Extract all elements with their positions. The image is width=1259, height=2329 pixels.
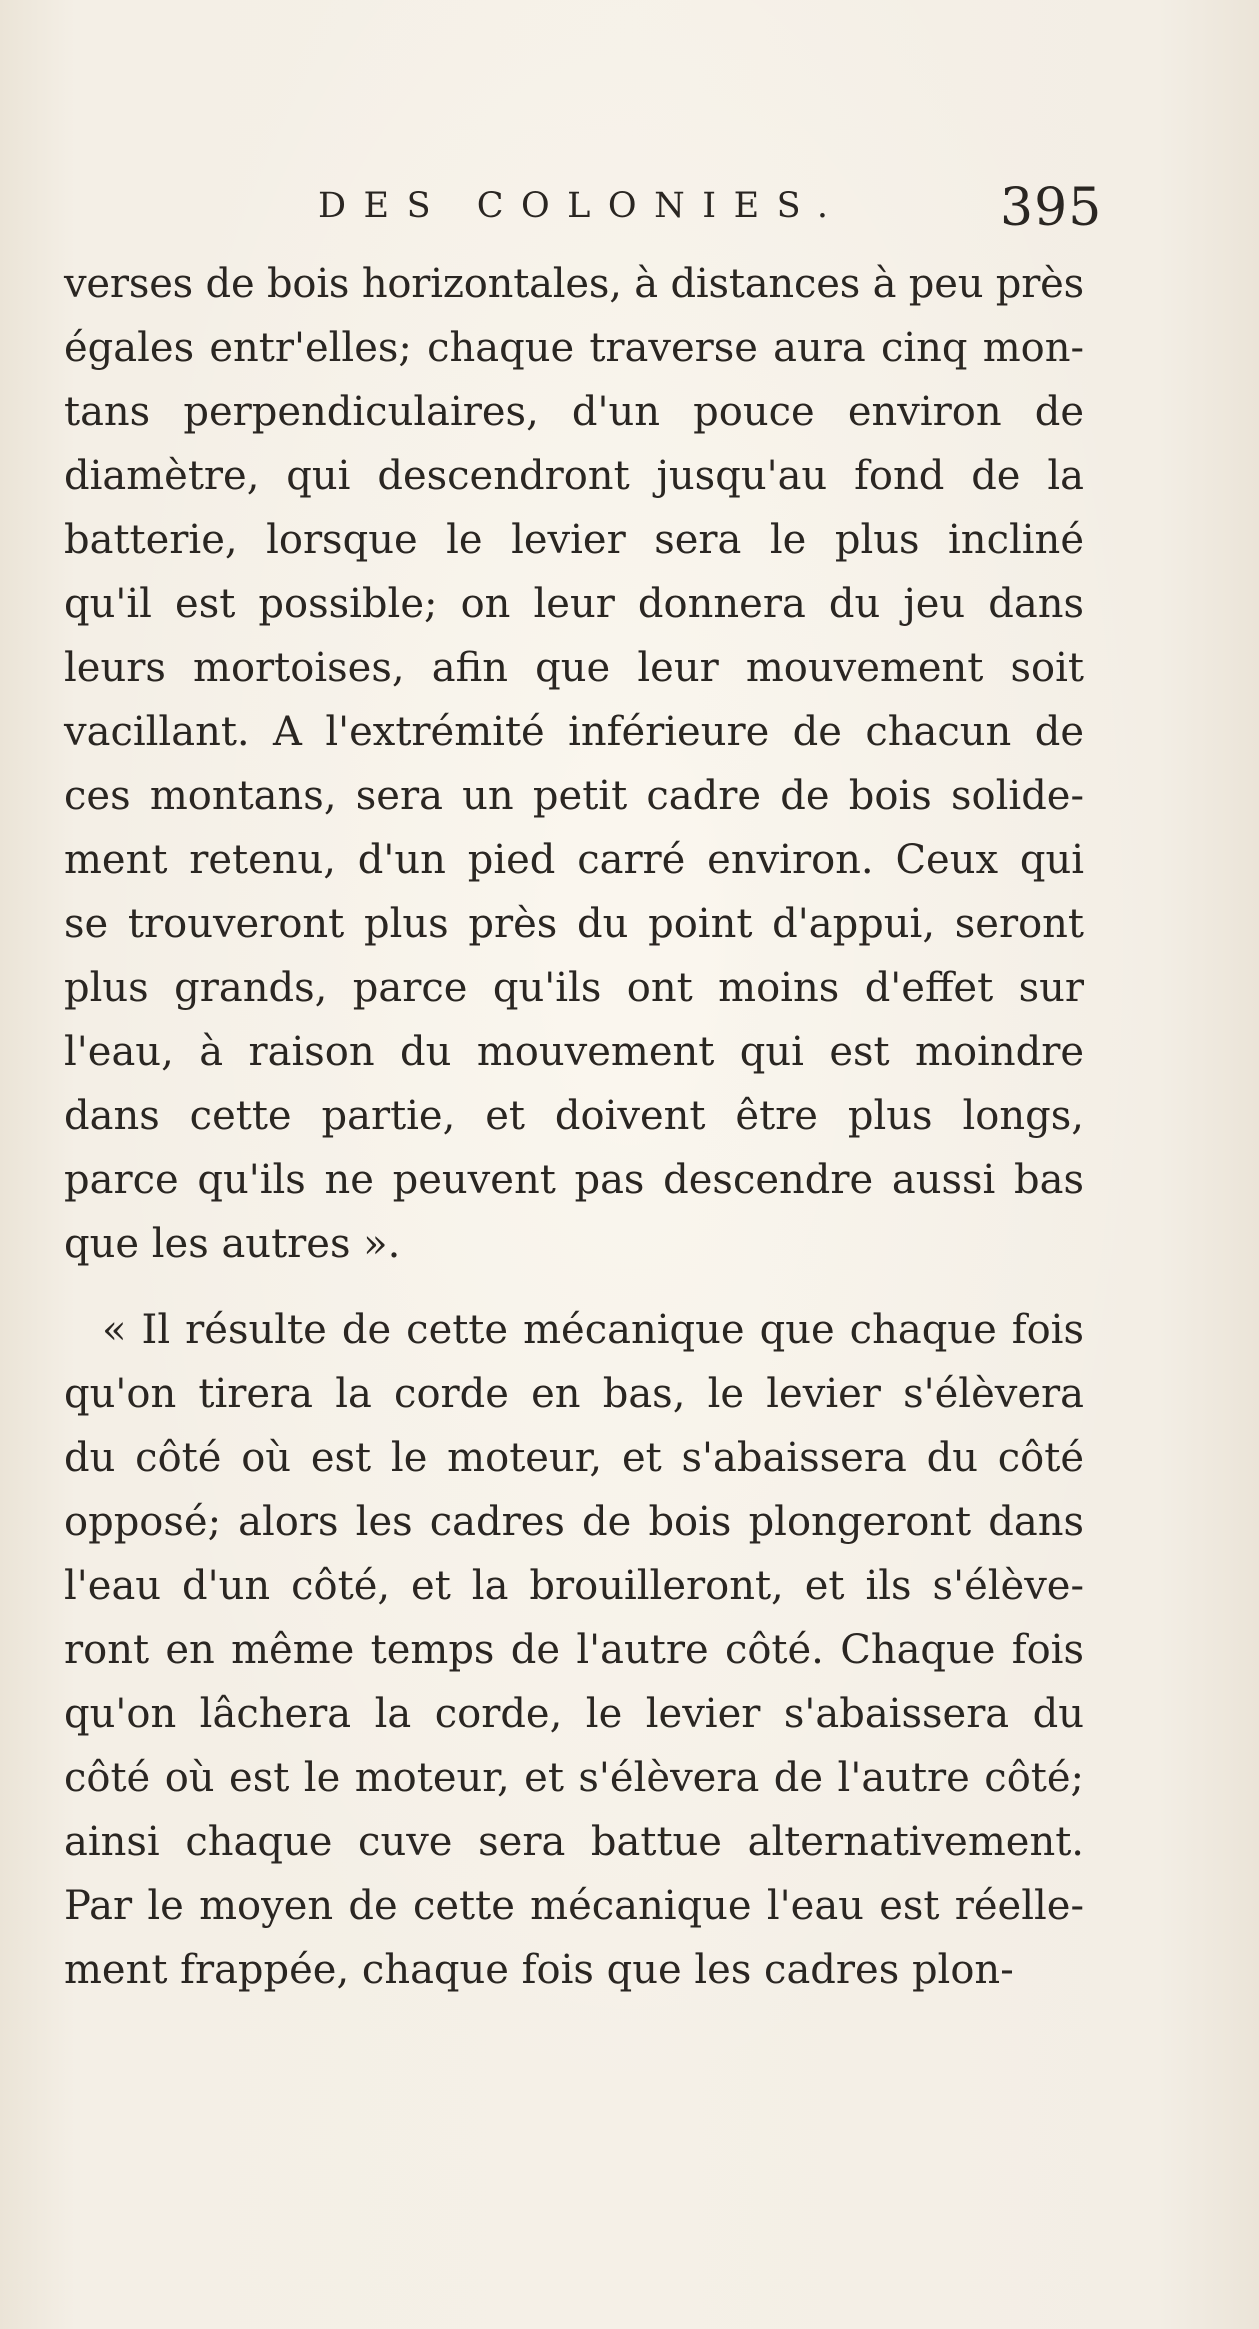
text-line: qu'il est possible; on leur donnera du jeu dans xyxy=(64,581,1084,627)
text-line: vacillant. A l'extrémité inférieure de chacun de xyxy=(64,709,1084,755)
text-line: ment retenu, d'un pied carré environ. Ceux qui xyxy=(64,837,1084,883)
paragraph-gap xyxy=(64,1276,1084,1298)
text-line: plus grands, parce qu'ils ont moins d'effet sur xyxy=(64,965,1084,1011)
text-line: tans perpendiculaires, d'un pouce environ de xyxy=(64,389,1084,435)
text-line: égales entr'elles; chaque traverse aura cinq mon- xyxy=(64,325,1084,371)
text-line: verses de bois horizontales, à distances à peu près xyxy=(64,261,1085,307)
text-line: ainsi chaque cuve sera battue alternativement. xyxy=(64,1819,1084,1865)
text-line: se trouveront plus près du point d'appui, seront xyxy=(64,901,1084,947)
text-line: opposé; alors les cadres de bois plongeront dans xyxy=(64,1499,1084,1545)
text-line: « Il résulte de cette mécanique que chaque fois xyxy=(102,1307,1084,1353)
page-header xyxy=(0,178,1259,256)
text-line: qu'on lâchera la corde, le levier s'abaissera du xyxy=(64,1691,1084,1737)
page-number: 395 xyxy=(1000,178,1103,238)
text-line: dans cette partie, et doivent être plus longs, xyxy=(64,1093,1084,1139)
paragraph-1 xyxy=(64,252,1084,1276)
text-line: du côté où est le moteur, et s'abaissera du côté xyxy=(64,1435,1084,1481)
text-line: ces montans, sera un petit cadre de bois solide- xyxy=(64,773,1084,819)
text-line: l'eau d'un côté, et la brouilleront, et ils s'élève- xyxy=(64,1563,1084,1609)
body-text xyxy=(64,252,1084,2002)
text-line: Par le moyen de cette mécanique l'eau est réelle- xyxy=(64,1883,1084,1929)
text-line: que les autres ». xyxy=(64,1221,401,1267)
text-line: ment frappée, chaque fois que les cadres plon- xyxy=(64,1947,1014,1993)
text-line: qu'on tirera la corde en bas, le levier s'élèvera xyxy=(64,1371,1084,1417)
running-head: DES COLONIES. xyxy=(318,186,846,226)
text-line: côté où est le moteur, et s'élèvera de l'autre côté; xyxy=(64,1755,1084,1801)
text-line: leurs mortoises, afin que leur mouvement soit xyxy=(64,645,1084,691)
text-line: diamètre, qui descendront jusqu'au fond de la xyxy=(64,453,1084,499)
text-line: batterie, lorsque le levier sera le plus incliné xyxy=(64,517,1084,563)
paragraph-2 xyxy=(64,1298,1084,2002)
text-line: parce qu'ils ne peuvent pas descendre aussi bas xyxy=(64,1157,1084,1203)
text-line: ront en même temps de l'autre côté. Chaque fois xyxy=(64,1627,1084,1673)
text-line: l'eau, à raison du mouvement qui est moindre xyxy=(64,1029,1084,1075)
